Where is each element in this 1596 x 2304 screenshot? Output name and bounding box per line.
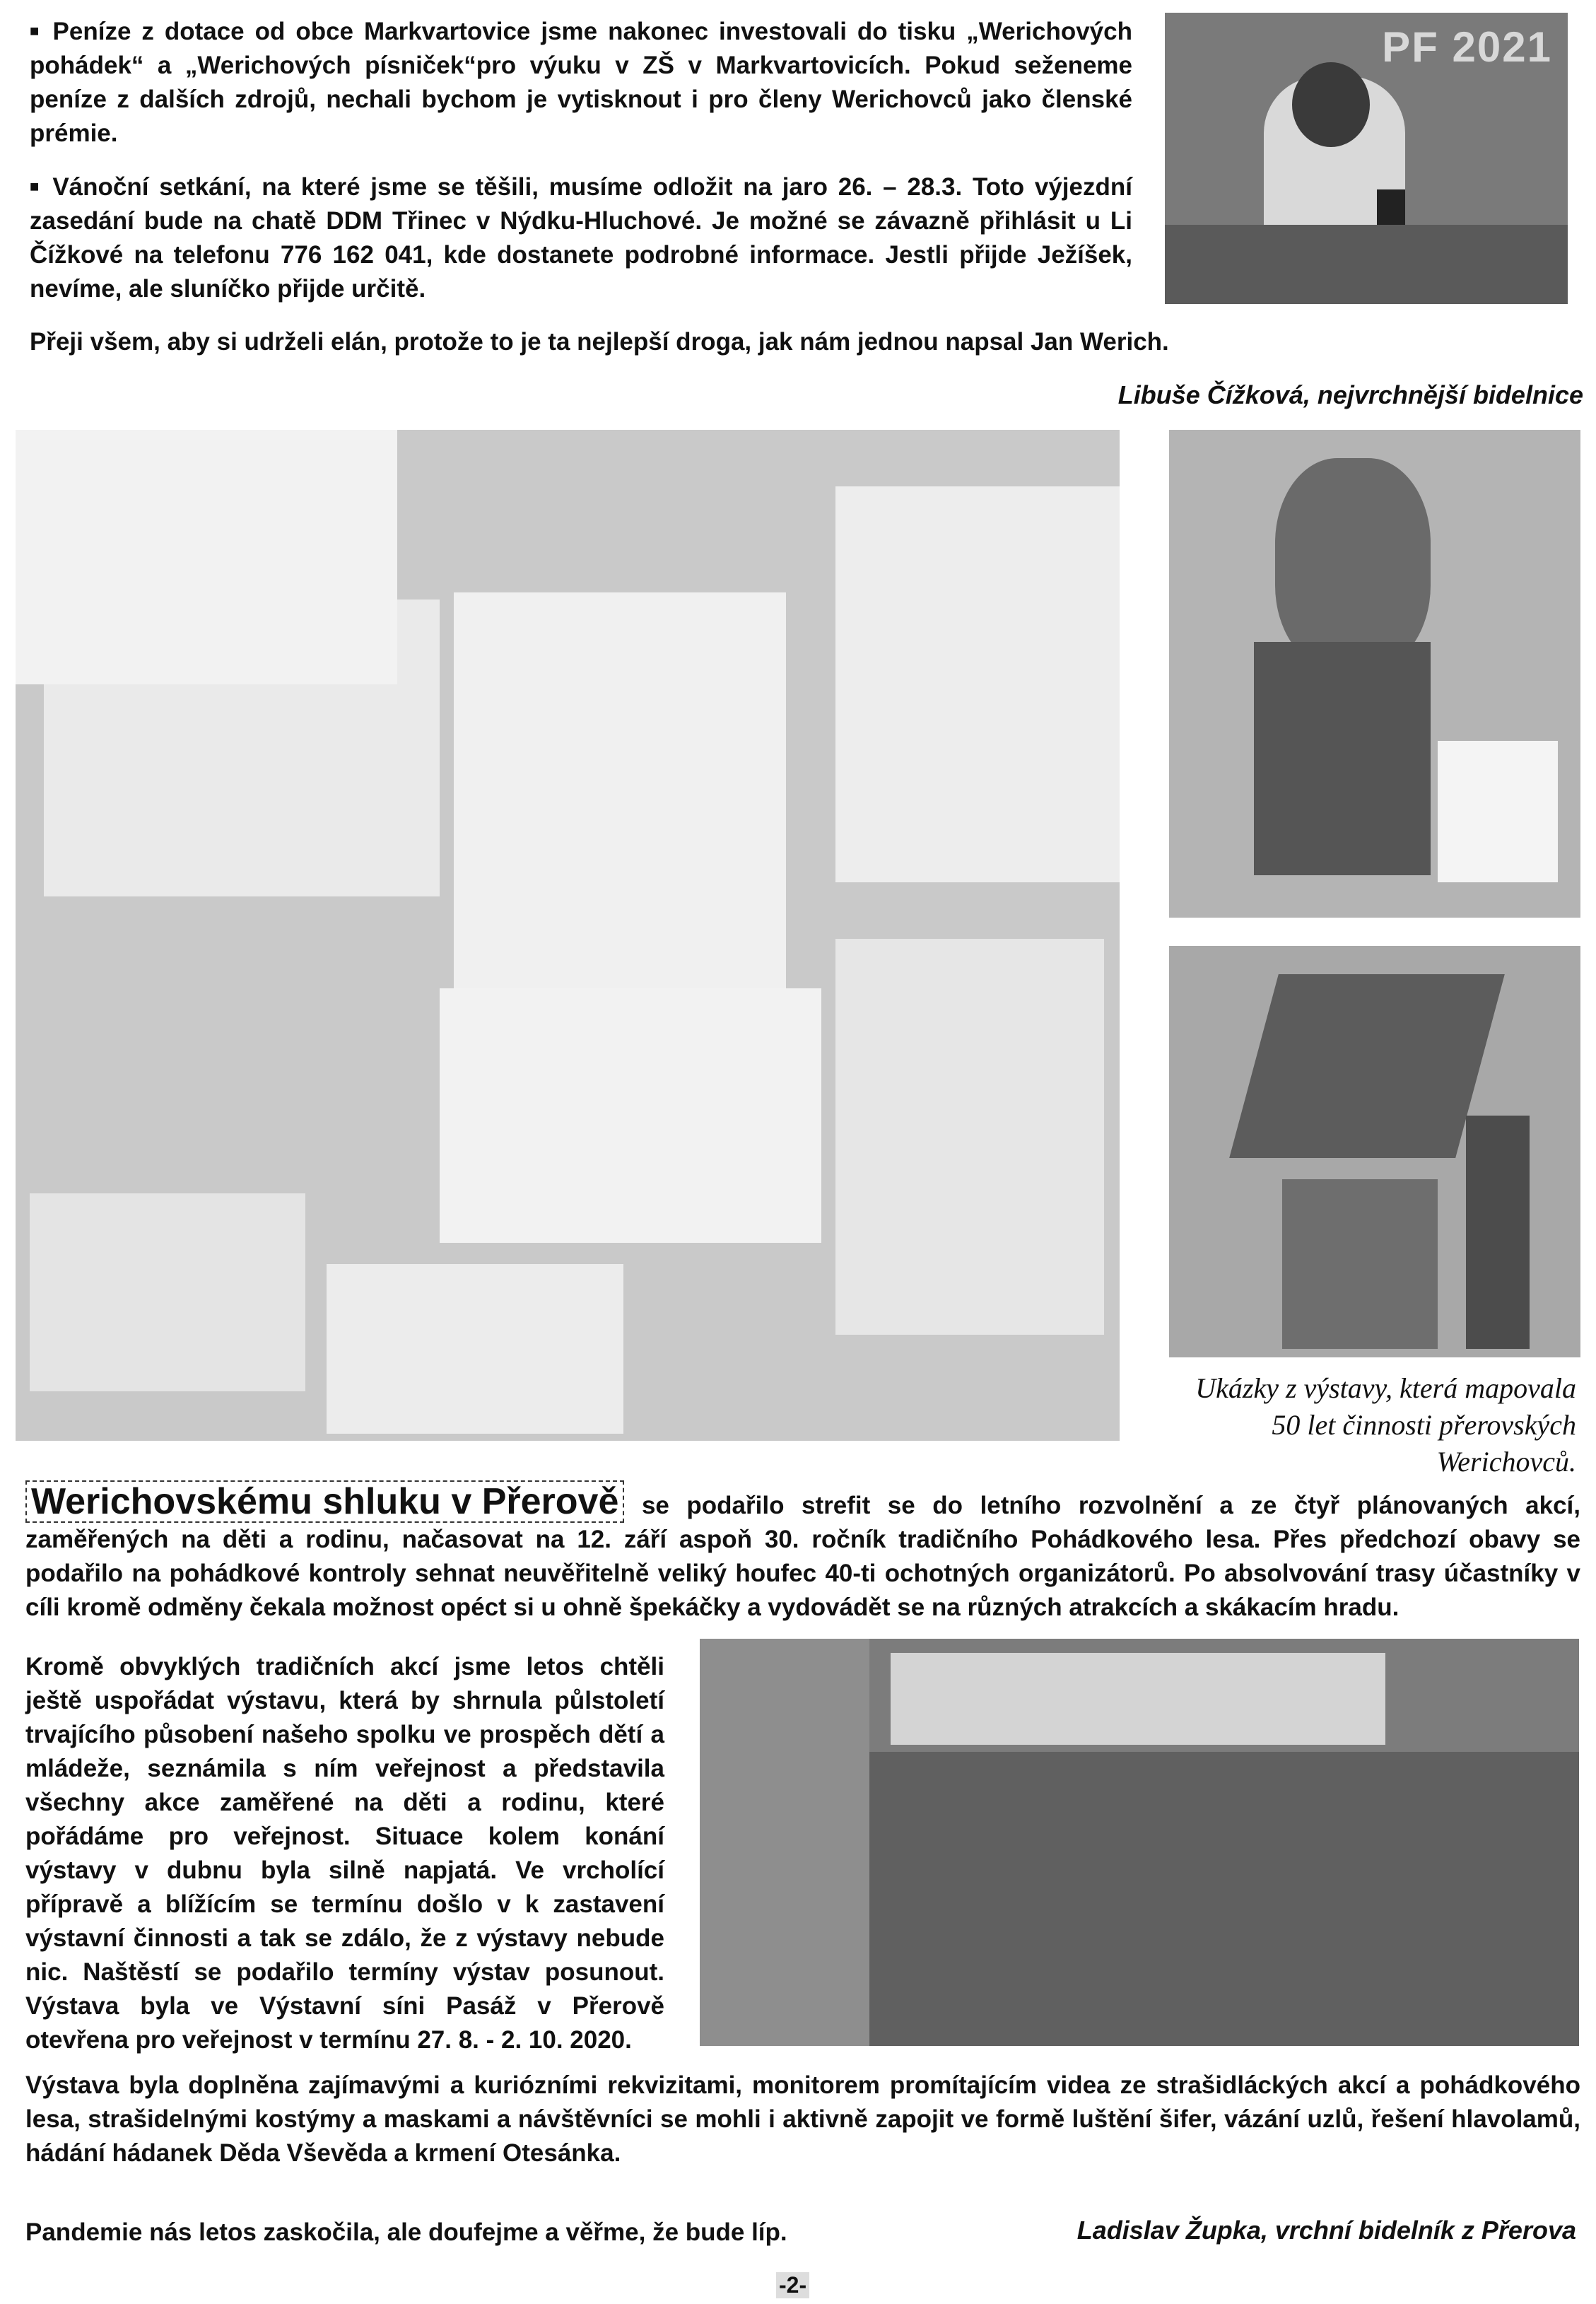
paragraph-christmas-meeting: ■ Vánoční setkání, na které jsme se těšili, musíme odložit na jaro 26. – 28.3. Toto výjezdní zasedání bude na chatě DDM Třinec v Nýdku-Hluchové. Je možné se závazně přihlásit u Li Čížkové na telefonu 776 162 041, kde dostanete podrobné informace. Jestli přijde Ježíšek, nevíme, ale sluníčko přijde určitě. [30,170,1132,306]
mask-exhibit-photo [1169,430,1580,918]
signature-zupka: Ladislav Župka, vrchní bidelník z Přerova [1076,2216,1576,2245]
article-headline: Werichovskému shluku v Přerově [25,1480,624,1523]
paragraph-subsidy: ■ Peníze z dotace od obce Markvartovice jsme nakonec investovali do tisku „Werichových pohádek“ a „Werichových písniček“pro výuku v ZŠ v Markvartovicích. Pokud seženeme peníze z dalších zdrojů, nechali bychom je vytisknout i pro členy Werichovců jako členské prémie. [30,14,1132,151]
group-photo [700,1639,1579,2046]
pf-2021-text: PF 2021 [1382,23,1552,71]
pf-photo [1165,13,1568,304]
paragraph-exhibition-extras: Výstava byla doplněna zajímavými a kuriózními rekvizitami, monitorem promítajícím videa ze strašidláckých akcí a pohádkového lesa, strašidelnými kostýmy a maskami a návštěvníci se mohli i aktivně zapojit ve formě luštění šifer, vázání uzlů, řešení hlavolamů, hádání hádanek Děda Vševěda a krmení Otesánka. [25,2071,1580,2167]
paragraph-wish: Přeji všem, aby si udrželi elán, protože to je ta nejlepší droga, jak nám jednou napsal Jan Werich. [30,328,1169,356]
exhibition-board-photo [16,430,1120,1441]
exhibit-caption: Ukázky z výstavy, která mapovala 50 let činnosti přerovských Werichovců. [1195,1372,1576,1478]
kite-exhibit-photo [1169,946,1580,1357]
signature-cizkova: Libuše Čížková, nejvrchnější bidelnice [1117,380,1583,409]
article-lead [25,1480,1580,1625]
page-number: -2- [776,2272,809,2298]
paragraph-exhibition: Kromě obvyklých tradičních akcí jsme letos chtěli ještě uspořádat výstavu, která by shrnula půlstoletí trvajícího působení našeho spolku ve prospěch dětí a mládeže, seznámila s ním veřejnost a představila všechny akce zaměřené na děti a rodinu, které pořádáme pro veřejnost. Situace kolem konání výstavy v dubnu byla silně napjatá. Ve vrcholící přípravě a blížícím se termínu došlo v k zastavení výstavní činnosti a tak se zdálo, že z výstavy nebude nic. Naštěstí se podařilo termíny výstav posunout. Výstava byla ve Výstavní síni Pasáž v Přerově otevřena pro veřejnost v termínu 27. 8. - 2. 10. 2020. [25,1653,664,2054]
article-lead-text: se podařilo strefit se do letního rozvolnění a ze čtyř plánovaných akcí, zaměřených na děti a rodinu, načasovat na 12. září aspoň 30. ročník tradičního Pohádkového lesa. Přes předchozí obavy se podařilo na pohádkové kontroly sehnat neuvěřitelně veliký houfec 40-ti ochotných organizátorů. Po absolvování trasy účastníky v cíli kromě odměny čekala možnost opéct si u ohně špekáčky a vydovádět se na různých atrakcích a skákacím hradu. [25,1492,1580,1621]
paragraph-pandemic: Pandemie nás letos zaskočila, ale doufejme a věřme, že bude líp. [25,2218,787,2246]
